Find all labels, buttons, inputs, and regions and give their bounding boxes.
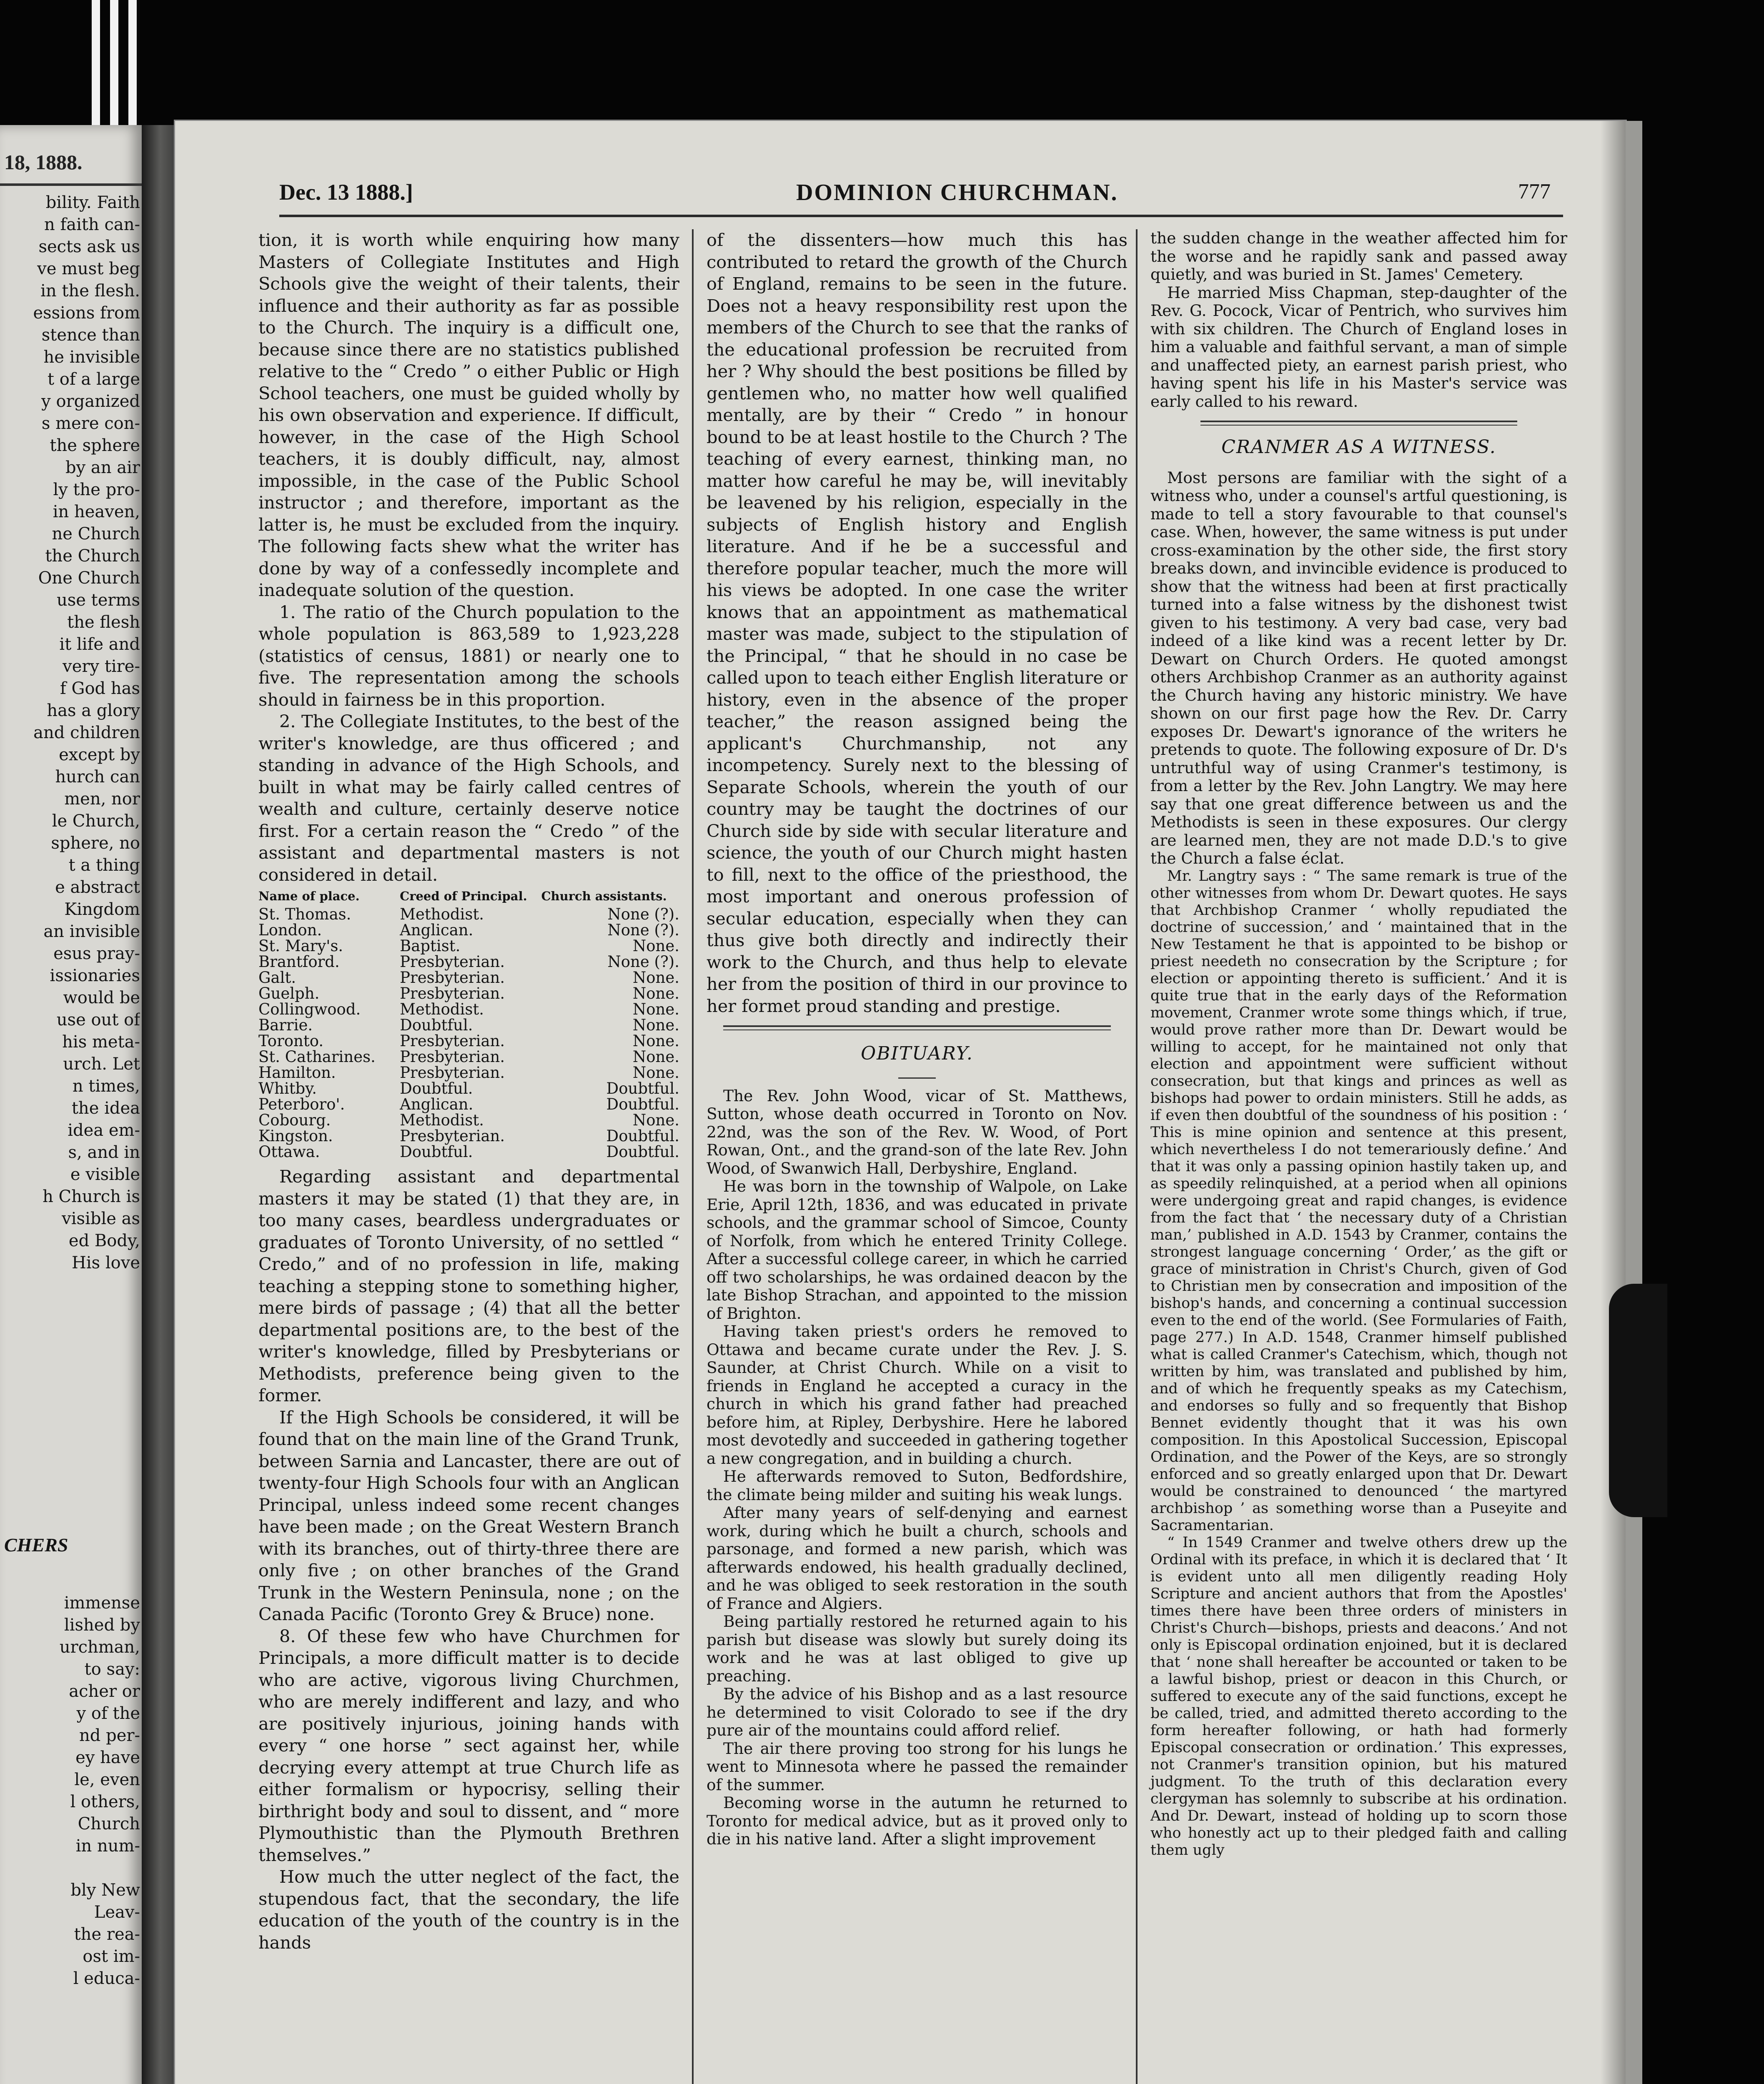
collegiate-institutes-table	[258, 888, 679, 1160]
paragraph: After many years of self-denying and earnest work, during which he built a church, schools and parsonage, and formed a new parish, which was afterwards endowed, his health gradually declined, and he was obliged to seek restoration in the south of France and Algiers.	[707, 1503, 1128, 1613]
paragraph: By the advice of his Bishop and as a last resource he determined to visit Colorado to see if the dry pure air of the mountains could afford relief.	[707, 1685, 1128, 1739]
paragraph: He married Miss Chapman, step-daughter of the Rev. G. Pocock, Vicar of Pentrich, who survives him with six children. The Church of England loses in him a valuable and faithful servant, a man of simple and unaffected piety, an earnest parish priest, who having spent his life in his Master's service was early called to his reward.	[1150, 283, 1567, 411]
text-line: the idea	[71, 1099, 140, 1118]
column-3	[1150, 229, 1567, 1859]
text-line: to say:	[84, 1660, 140, 1679]
column-2	[707, 229, 1128, 1849]
newspaper-page	[175, 121, 1626, 2084]
table-cell: Galt.	[258, 969, 296, 987]
paragraph: the sudden change in the weather affected him for the worse and he rapidly sank and passed away quietly, and was buried in St. James' Cemetery.	[1150, 229, 1567, 283]
table-row	[258, 1097, 679, 1112]
previous-page-header: 18, 1888.	[4, 150, 83, 174]
text-line: essions from	[33, 303, 140, 323]
text-line: e visible	[70, 1165, 140, 1184]
table-row	[258, 1112, 679, 1128]
text-line: the rea-	[74, 1925, 140, 1944]
text-line: His love	[71, 1253, 140, 1272]
page-curl-shadow	[1601, 121, 1626, 2084]
section-divider	[723, 1025, 1111, 1030]
table-cell: None (?).	[607, 953, 679, 971]
paragraph: He was born in the township of Walpole, on Lake Erie, April 12th, 1836, and was educated in private schools, and the grammar school of Simcoe, County of Norfolk, from which he entered Trinity College. After a successful college career, in which he carried off two scholarships, he was ordained deacon by the late Bishop Strachan, and appointed to the mission of Brighton.	[707, 1177, 1128, 1323]
table-cell: Doubtful.	[400, 1080, 473, 1097]
text-line	[3, 1857, 140, 1879]
text-line: issionaries	[50, 966, 140, 985]
binding-clip	[1609, 1284, 1667, 1517]
table-cell: Ottawa.	[258, 1143, 320, 1161]
table-row	[258, 1017, 679, 1033]
text-line: acher or	[69, 1682, 140, 1701]
text-line: h Church is	[43, 1187, 140, 1206]
previous-page-rule	[0, 183, 142, 186]
table-cell: None.	[632, 1064, 679, 1082]
table-cell: Presbyterian.	[400, 953, 505, 971]
text-line: by an air	[65, 458, 140, 477]
table-cell: None.	[632, 1032, 679, 1050]
text-line: Church	[78, 1814, 140, 1834]
text-line: bility. Faith	[45, 193, 140, 212]
paragraph: He afterwards removed to Suton, Bedfordshire, the climate being milder and suiting his weak lungs.	[707, 1467, 1128, 1504]
table-cell: Presbyterian.	[400, 984, 505, 1002]
text-line: t of a large	[48, 370, 140, 389]
text-line: very tire-	[63, 657, 140, 676]
text-line: visible as	[62, 1209, 140, 1228]
text-line: immense	[64, 1593, 140, 1613]
paragraph: Most persons are familiar with the sight of a witness who, under a counsel's artful questioning, is made to tell a story favourable to that counsel's case. When, however, the same witness is put under cross-examination by the other side, the first story breaks down, and invincible evidence is produced to show that the witness had been at first practically turned into a false witness by the dishonest twist given to his testimony. A very bad case, very bad indeed of a like kind was a recent letter by Dr. Dewart on Church Orders. He quoted amongst others Archbishop Cranmer as an authority against the Church having any historic ministry. We have shown on our first page how the Rev. Dr. Carry exposes Dr. Dewart's ignorance of the writers he pretends to quote. The following exposure of Dr. D's untruthful way of using Cranmer's testimony, is from a letter by the Rev. John Langtry. We may here say that one great difference between us and the Methodists is seen in these exposures. Our clergy are learned men, they are not made D.D.'s to give the Church a false éclat.	[1150, 468, 1567, 867]
table-row	[258, 1033, 679, 1049]
text-line: e abstract	[55, 878, 140, 897]
table-row	[258, 1128, 679, 1144]
table-cell: Cobourg.	[258, 1111, 331, 1129]
text-line: use terms	[57, 591, 140, 610]
table-row	[258, 1049, 679, 1065]
text-line: l others,	[70, 1792, 140, 1811]
paragraph: Regarding assistant and departmental masters it may be stated (1) that they are, in too many cases, beardless undergraduates or graduates of Toronto University, of no settled “ Credo,” and of no profession in life, making teaching a stepping stone to something higher, mere birds of passage ; (4) that all the better departmental positions are, to the best of the writer's knowledge, filled by Presbyterians or Methodists, preference being given to the former.	[258, 1166, 679, 1405]
obituary-body	[707, 1087, 1128, 1849]
table-cell: None.	[632, 984, 679, 1002]
text-line: s mere con-	[41, 414, 140, 433]
paragraph: The air there proving too strong for his lungs he went to Minnesota where he passed the remainder of the summer.	[707, 1739, 1128, 1794]
publication-title: DOMINION CHURCHMAN.	[796, 180, 1118, 205]
table-row	[258, 970, 679, 986]
page-number: 777	[1518, 180, 1551, 203]
paragraph: 8. Of these few who have Churchmen for Principals, a more difficult matter is to decide who are active, vigorous living Churchmen, who are merely indifferent and lazy, and who are positively injurious, joining hands with every “ one horse ” sect against her, while decrying every attempt at true Church life as either formalism or hypocrisy, selling their birthright body and soul to dissent, and “ more Plymouthistic than the Plymouth Brethren themselves.”	[258, 1626, 679, 1865]
text-line: an invisible	[43, 922, 140, 941]
table-row	[258, 1081, 679, 1097]
paragraph: Becoming worse in the autumn he returned to Toronto for medical advice, but as it proved only to die in his native land. After a slight improvement	[707, 1793, 1128, 1848]
text-line: urch. Let	[63, 1055, 140, 1074]
text-line: s, and in	[68, 1143, 140, 1162]
table-cell: St. Mary's.	[258, 937, 343, 955]
text-line: f God has	[60, 679, 140, 698]
table-row	[258, 938, 679, 954]
paragraph: Having taken priest's orders he removed to Ottawa and became curate under the Rev. J. S. Saunder, at Christ Church. While on a visit to friends in England he accepted a curacy in the church in which his grand father had preached before him, at Ripley, Derbyshire. Here he labored most devotedly and succeeded in gathering together a new congregation, and in building a church.	[707, 1322, 1128, 1468]
text-line: and children	[33, 723, 140, 742]
text-line: bly New	[70, 1881, 140, 1900]
table-cell: Kingston.	[258, 1127, 333, 1145]
table-cell: Presbyterian.	[400, 969, 505, 987]
page-edge	[1626, 121, 1642, 2084]
table-header: Church assistants.	[541, 889, 667, 903]
table-cell: None.	[632, 1111, 679, 1129]
previous-page-section-fragment: CHERS	[4, 1534, 68, 1555]
table-cell: Anglican.	[400, 1095, 474, 1113]
table-header: Name of place.	[258, 889, 360, 903]
text-line: use out of	[56, 1010, 140, 1029]
table-row	[258, 922, 679, 938]
table-cell: Methodist.	[400, 1000, 484, 1018]
previous-page-text-lower	[3, 1592, 140, 1990]
table-cell: Doubtful.	[400, 1016, 473, 1034]
text-line: in num-	[75, 1836, 140, 1856]
text-line: sects ask us	[38, 237, 140, 256]
table-cell: Guelph.	[258, 984, 320, 1002]
table-cell: None.	[632, 1016, 679, 1034]
table-cell: Doubtful.	[606, 1127, 679, 1145]
text-line: ed Body,	[68, 1231, 140, 1250]
text-line: stence than	[41, 326, 140, 345]
text-line: idea em-	[68, 1121, 140, 1140]
table-cell: Methodist.	[400, 905, 484, 923]
text-line: he invisible	[43, 348, 140, 367]
table-cell: Presbyterian.	[400, 1032, 505, 1050]
text-line: sphere, no	[51, 834, 140, 853]
table-cell: Baptist.	[400, 937, 461, 955]
table-row	[258, 1144, 679, 1160]
heading-rule	[898, 1077, 936, 1079]
table-cell: Doubtful.	[400, 1143, 473, 1161]
text-line: hurch can	[55, 767, 140, 787]
text-line: urchman,	[59, 1638, 140, 1657]
table-cell: Barrie.	[258, 1016, 313, 1034]
text-line: ne Church	[52, 524, 140, 544]
table-cell: Methodist.	[400, 1111, 484, 1129]
text-line: One Church	[38, 569, 140, 588]
paragraph: How much the utter neglect of the fact, the stupendous fact, that the secondary, the life education of the youth of the country is in the hands	[258, 1866, 679, 1953]
table-header: Creed of Principal.	[400, 889, 527, 903]
table-cell: Brantford.	[258, 953, 340, 971]
text-line: n times,	[72, 1077, 140, 1096]
table-cell: Anglican.	[400, 921, 474, 939]
table-cell: Toronto.	[258, 1032, 324, 1050]
text-line: l educa-	[73, 1969, 140, 1988]
text-line: y organized	[41, 392, 140, 411]
text-line: ly the pro-	[53, 480, 140, 499]
table-row	[258, 954, 679, 970]
text-line: Leav-	[94, 1903, 140, 1922]
table-cell: Doubtful.	[606, 1143, 679, 1161]
table-row	[258, 986, 679, 1002]
table-cell: Collingwood.	[258, 1000, 361, 1018]
text-line: in heaven,	[53, 502, 140, 521]
table-row	[258, 907, 679, 922]
table-cell: None.	[632, 937, 679, 955]
text-line: ve must beg	[37, 259, 140, 278]
table-cell: Presbyterian.	[400, 1048, 505, 1066]
text-line: the Church	[45, 546, 140, 566]
text-line: except by	[59, 745, 140, 764]
section-divider	[1200, 421, 1517, 426]
table-cell: None.	[632, 1048, 679, 1066]
column-rule	[692, 229, 694, 2084]
table-cell: None.	[632, 1000, 679, 1018]
column-1	[258, 229, 679, 1954]
paragraph: 1. The ratio of the Church population to the whole population is 863,589 to 1,923,228 (statistics of census, 1881) or nearly one to five. The representation among the schools should in fairness be in this proportion.	[258, 601, 679, 710]
obituary-heading: OBITUARY.	[861, 1043, 973, 1064]
paragraph: Mr. Langtry says : “ The same remark is true of the other witnesses from whom Dr. Dewart quotes. He says that Archbishop Cranmer ‘ wholly repudiated the doctrine of succession,’ and ‘ maintained that in the New Testament he that is appointed to be bishop or priest needeth no consecration by the Scripture ; for election or appointing thereto is sufficient.’ And it is quite true that in the early days of the Reformation movement, Cranmer wrote some things which, if true, would prove rather more than Dr. Dewart would be willing to accept, for he maintained not only that election and appointment were sufficient without consecration, but that kings and princes as well as bishops had power to ordain ministers. Still he adds, as if even then doubtful of the soundness of his position : ‘ This is mine opinion and sentence at this present, which nevertheless I do not temerariously define.’ And that it was only a passing opinion hastily taken up, and as speedily relinquished, at a period when all opinions were undergoing great and rapid changes, is evidence from the fact that ‘ the necessary duty of a Christian man,’ published in A.D. 1543 by Cranmer, contains the strongest language concerning ‘ Order,’ as the gift or grace of ministration in Christ's Church, given of God to Christian men by consecration and imposition of the bishop's hands, and concerning a continual succession even to the end of the world. (See Formularies of Faith, page 277.) In A.D. 1548, Cranmer himself published what is called Cranmer's Catechism, which, though not written by him, was translated and published by him, and of which he frequently speaks as my Catechism, and endorses so fully and so frequently that Bishop Bennet evidently thought that it was his own composition. In this Apostolical Succession, Episcopal Ordination, and the Power of the Keys, are so strongly enforced and so greatly enlarged upon that Dr. Dewart would be constrained to denounced ‘ the martyred archbishop ’ as something worse than a Puseyite and Sacramentarian.	[1150, 867, 1567, 1534]
text-line: y of the	[76, 1704, 140, 1723]
paragraph: “ In 1549 Cranmer and twelve others drew up the Ordinal with its preface, in which it is declared that ‘ It is evident unto all men diligently reading Holy Scripture and ancient authors that from the Apostles' times there have been three orders of ministers in Christ's Church—bishops, priests and deacons.’ And not only is Episcopal ordination enjoined, but it is declared that ‘ none shall hereafter be accounted or taken to be a lawful bishop, priest or deacon in this Church, or suffered to execute any of the said functions, except he be called, tried, and admitted thereto according to the form hereafter following, or hath had formerly Episcopal consecration or ordination.’ This expresses, not Cranmer's transition opinion, but his matured judgment. To the truth of this declaration every clergyman has solemnly to subscribe at his ordination. And Dr. Dewart, instead of holding up to scorn those who honestly act up to their pledged faith and calling them ugly	[1150, 1534, 1567, 1859]
text-line: Kingdom	[64, 900, 140, 919]
text-line: men, nor	[64, 789, 140, 809]
paragraph: Being partially restored he returned again to his parish but disease was slowly but surely doing its work and he was at last obliged to give up preaching.	[707, 1612, 1128, 1685]
text-line: the flesh	[67, 613, 140, 632]
paragraph: 2. The Collegiate Institutes, to the best of the writer's knowledge, are thus officered ; and standing in advance of the High Schools, and built in what may be fairly called centres of wealth and culture, certainly deserve notice first. For a certain reason the “ Credo ” of the assistant and departmental masters is not considered in detail.	[258, 711, 679, 885]
table-row	[258, 1065, 679, 1081]
masthead	[279, 175, 1551, 213]
table-cell: Doubtful.	[606, 1095, 679, 1113]
cranmer-heading: CRANMER AS A WITNESS.	[1221, 436, 1496, 458]
masthead-rule	[279, 215, 1563, 217]
table-cell: London.	[258, 921, 322, 939]
table-cell: Presbyterian.	[400, 1064, 505, 1082]
table-cell: Whitby.	[258, 1080, 317, 1097]
paragraph: If the High Schools be considered, it will be found that on the main line of the Grand Trunk, between Sarnia and Lancaster, there are out of twenty-four High Schools four with an Anglican Principal, unless indeed some recent changes have been made ; on the Great Western Branch with its branches, out of thirty-three there are only five ; on other branches of the Grand Trunk in the Western Peninsula, none ; on the Canada Pacific (Toronto Grey & Bruce) none.	[258, 1407, 679, 1624]
table-cell: None (?).	[607, 905, 679, 923]
text-line: nd per-	[79, 1726, 140, 1745]
table-cell: Presbyterian.	[400, 1127, 505, 1145]
table-cell: Peterboro'.	[258, 1095, 345, 1113]
text-line: in the flesh.	[40, 281, 140, 301]
paragraph: of the dissenters—how much this has contributed to retard the growth of the Church of England, remains to be seen in the future. Does not a heavy responsibility rest upon the members of the Church to see that the ranks of the educational profession be recruited from her ? Why should the best positions be filled by gentlemen who, no matter how well qualified mentally, are by their “ Credo ” in honour bound to be at least hostile to the Church ? The teaching of every earnest, thinking man, no matter how careful he may be, will inevitably be leavened by his religion, especially in the subjects of English history and English literature. And if he be a successful and therefore popular teacher, much the more will his views be adopted. In one case the writer knows that an appointment as mathematical master was made, subject to the stipulation of the Principal, “ that he should in no case be called upon to teach either English literature or history, even in the absence of the proper teacher,” the reason assigned being the applicant's Churchmanship, not any incompetency. Surely next to the blessing of Separate Schools, wherein the youth of our country may be taught the doctrines of our Church side by side with secular literature and science, the youth of our Church might hasten to fill, next to the office of the priesthood, the most important and onerous profession of secular education, especially when they can thus give both directly and indirectly their work to the Church, and thus help to elevate her from the position of third in our province to her formet proud standing and prestige.	[707, 230, 1128, 1016]
text-line: le Church,	[52, 812, 140, 831]
table-cell: None.	[632, 969, 679, 987]
table-cell: Hamilton.	[258, 1064, 336, 1082]
text-line: his meta-	[62, 1032, 140, 1052]
column-rule	[1136, 229, 1138, 2084]
table-row	[258, 1002, 679, 1017]
table-cell: None (?).	[607, 921, 679, 939]
text-line: ost im-	[83, 1947, 140, 1966]
table-cell: Doubtful.	[606, 1080, 679, 1097]
paragraph: tion, it is worth while enquiring how many Masters of Collegiate Institutes and High Schools give the weight of their talents, their influence and their authority as far as possible to the Church. The inquiry is a difficult one, because since there are no statistics published relative to the “ Credo ” o either Public or High School teachers, one must be guided wholly by his own observation and experience. If difficult, however, in the case of the High School teachers, it is doubly difficult, nay, almost impossible, in the case of the Public School instructor ; and therefore, important as the latter is, he must be excluded from the inquiry. The following facts shew what the writer has done by way of a confessedly incomplete and inadequate solution of the question.	[258, 230, 679, 600]
text-line: n faith can-	[44, 215, 140, 234]
text-line: it life and	[59, 635, 140, 654]
table-cell: St. Thomas.	[258, 905, 351, 923]
text-line: lished by	[64, 1616, 140, 1635]
issue-date: Dec. 13 1888.]	[279, 180, 413, 205]
previous-page-text	[3, 192, 140, 1274]
paragraph: The Rev. John Wood, vicar of St. Matthews, Sutton, whose death occurred in Toronto on Nov. 22nd, was the son of the Rev. W. Wood, of Port Rowan, Ont., and the grand-son of the late Rev. John Wood, of Swanwich Hall, Derbyshire, England.	[707, 1086, 1128, 1177]
text-line: would be	[63, 988, 140, 1007]
text-line: t a thing	[68, 856, 140, 875]
table-cell: St. Catharines.	[258, 1048, 376, 1066]
previous-page-fragment	[0, 125, 142, 2084]
text-line: has a glory	[47, 701, 140, 720]
text-line: le, even	[74, 1770, 140, 1789]
text-line: ey have	[75, 1748, 140, 1767]
text-line: the sphere	[50, 436, 140, 455]
text-line: esus pray-	[53, 944, 140, 963]
